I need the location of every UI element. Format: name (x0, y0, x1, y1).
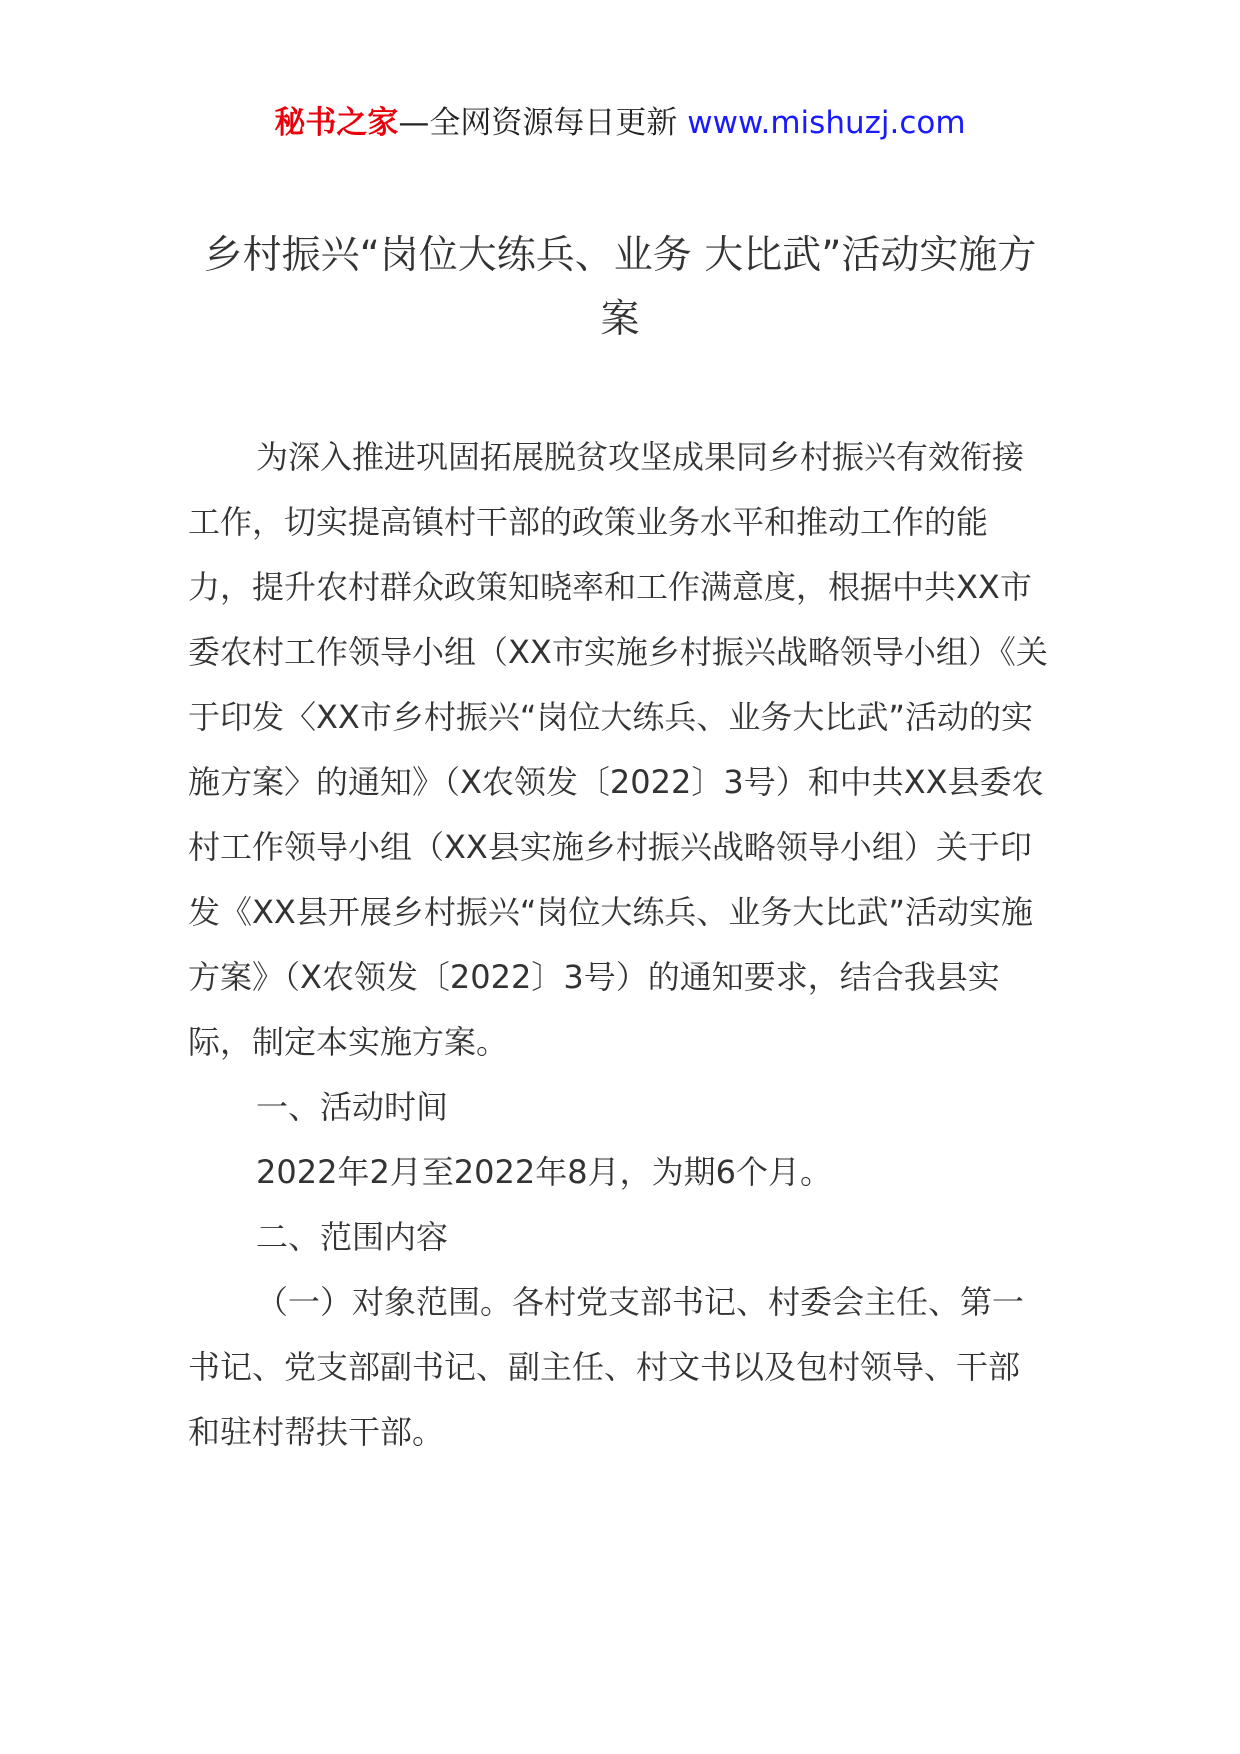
site-header (0, 101, 1240, 145)
brand-name: 秘书之家 (274, 105, 399, 141)
document-body (188, 425, 1048, 1465)
title-line-2: 案 (600, 297, 640, 342)
document-title (180, 224, 1060, 352)
paragraph-time: 2022年2月至2022年8月，为期6个月。 (256, 1153, 832, 1191)
site-url-link[interactable]: www.mishuzj.com (687, 105, 966, 141)
section-heading-scope: 二、范围内容 (256, 1218, 449, 1256)
title-line-1: 乡村振兴“岗位大练兵、业务 大比武”活动实施方 (203, 233, 1037, 278)
paragraph-scope: （一）对象范围。各村党支部书记、村委会主任、第一书记、党支部副书记、副主任、村文书以及包村领导、干部和驻村帮扶干部。 (188, 1283, 1025, 1451)
section-heading-time: 一、活动时间 (256, 1088, 449, 1126)
header-tagline: —全网资源每日更新 (398, 105, 678, 141)
paragraph-intro: 为深入推进巩固拓展脱贫攻坚成果同乡村振兴有效衔接工作，切实提高镇村干部的政策业务水平和推动工作的能力，提升农村群众政策知晓率和工作满意度，根据中共XX市委农村工作领导小组（XX市实施乡村振兴战略领导小组）《关于印发〈XX市乡村振兴“岗位大练兵、业务大比武”活动的实施方案〉的通知》（X农领发〔2022〕3号）和中共XX县委农村工作领导小组（XX县实施乡村振兴战略领导小组）关于印发《XX县开展乡村振兴“岗位大练兵、业务大比武”活动实施方案》（X农领发〔2022〕3号）的通知要求，结合我县实际，制定本实施方案。 (188, 438, 1048, 1061)
